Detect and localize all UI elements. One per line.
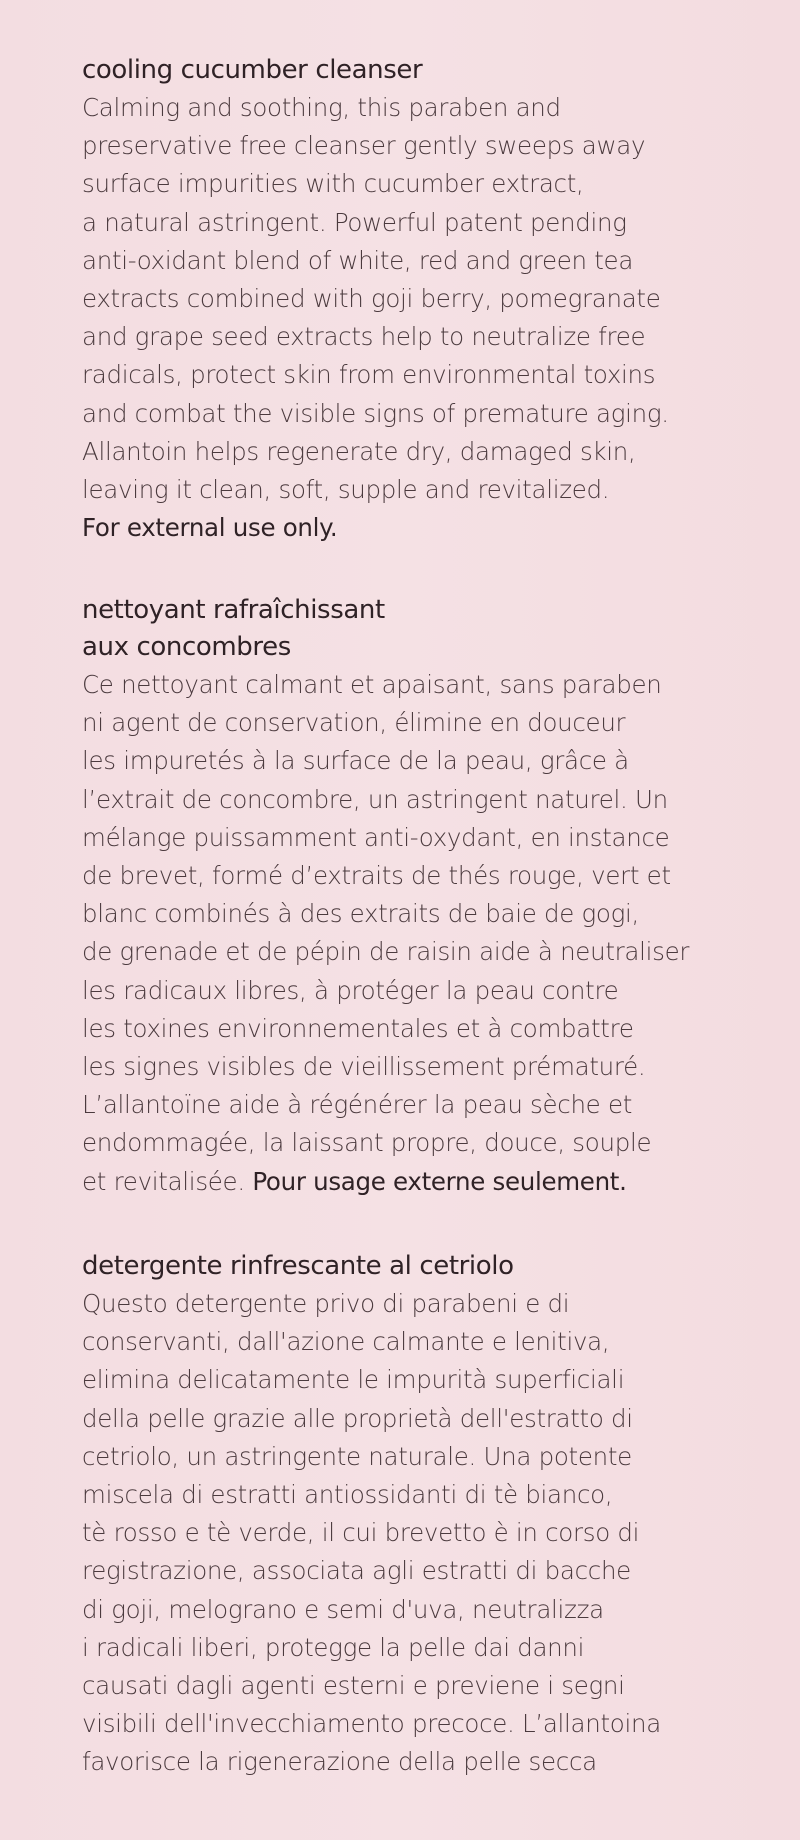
text-line: visibili dell'invecchiamento precoce. L’allantoina [82, 1709, 661, 1739]
text-line: cetriolo, un astringente naturale. Una potente [82, 1441, 632, 1471]
text-line: Ce nettoyant calmant et apaisant, sans paraben [82, 670, 662, 699]
text-line: l’extrait de concombre, un astringent naturel. Un [82, 784, 668, 814]
italian-description [82, 1285, 742, 1782]
text-line: endommagée, la laissant propre, douce, souple [82, 1128, 652, 1158]
heading-line: cooling cucumber cleanser [82, 55, 423, 85]
text-line: de brevet, formé d’extraits de thés rouge, vert et [82, 861, 671, 891]
italian-section [82, 1248, 742, 1782]
text-line: les radicaux libres, à protéger la peau contre [82, 975, 619, 1005]
text-line: Calming and soothing, this paraben and [82, 93, 561, 122]
text-line: radicals, protect skin from environmental toxins [82, 360, 656, 390]
heading-line: detergente rinfrescante al cetriolo [82, 1251, 514, 1281]
text-line: ni agent de conservation, élimine en douceur [82, 708, 626, 738]
text-line: registrazione, associata agli estratti di bacche [82, 1556, 631, 1586]
text-line: blanc combinés à des extraits de baie de gogi, [82, 899, 640, 929]
text-line: i radicali liberi, protegge la pelle dai danni [82, 1632, 585, 1662]
text-line: favorisce la rigenerazione della pelle secca [82, 1747, 597, 1777]
french-section [82, 592, 742, 1201]
text-line: and grape seed extracts help to neutralize free [82, 322, 646, 352]
text-line: a natural astringent. Powerful patent pending [82, 207, 627, 237]
text-line: tè rosso e tè verde, il cui brevetto è in corso di [82, 1518, 640, 1548]
text-line [82, 1163, 742, 1201]
text-line: Questo detergente privo di parabeni e di [82, 1289, 570, 1318]
heading-line: nettoyant rafraîchissant [82, 595, 385, 625]
text-line: elimina delicatamente le impurità superficiali [82, 1365, 625, 1395]
english-section [82, 52, 742, 547]
last-line-start: et revitalisée. [82, 1166, 245, 1196]
italian-heading [82, 1248, 742, 1285]
english-heading [82, 52, 742, 89]
text-line: conservanti, dall'azione calmante e lenitiva, [82, 1327, 610, 1357]
text-line: les signes visibles de vieillissement prématuré. [82, 1052, 646, 1082]
text-line: mélange puissamment anti-oxydant, en instance [82, 822, 670, 852]
external-use-note: Pour usage externe seulement. [252, 1166, 627, 1196]
text-line: anti-oxidant blend of white, red and green tea [82, 245, 634, 275]
text-line: Allantoin helps regenerate dry, damaged skin, [82, 436, 636, 466]
text-line: extracts combined with goji berry, pomegranate [82, 284, 661, 314]
text-line: di goji, melograno e semi d'uva, neutralizza [82, 1594, 604, 1624]
external-use-note: For external use only. [82, 513, 338, 543]
text-line: les toxines environnementales et à combattre [82, 1013, 634, 1043]
text-line: de grenade et de pépin de raisin aide à neutraliser [82, 937, 690, 967]
french-description [82, 666, 742, 1201]
text-line: leaving it clean, soft, supple and revitalized. [82, 475, 610, 505]
french-heading [82, 592, 742, 666]
text-line: and combat the visible signs of premature aging. [82, 398, 669, 428]
text-line: miscela di estratti antiossidanti di tè bianco, [82, 1480, 613, 1510]
text-line: surface impurities with cucumber extract, [82, 169, 584, 199]
text-line: causati dagli agenti esterni e previene i segni [82, 1671, 625, 1701]
text-line: les impuretés à la surface de la peau, grâce à [82, 746, 629, 776]
english-description [82, 89, 742, 547]
heading-line: aux concombres [82, 632, 291, 662]
text-line: preservative free cleanser gently sweeps away [82, 131, 646, 161]
text-line: della pelle grazie alle proprietà dell'estratto di [82, 1403, 633, 1433]
text-line: L’allantoïne aide à régénérer la peau sèche et [82, 1090, 633, 1120]
